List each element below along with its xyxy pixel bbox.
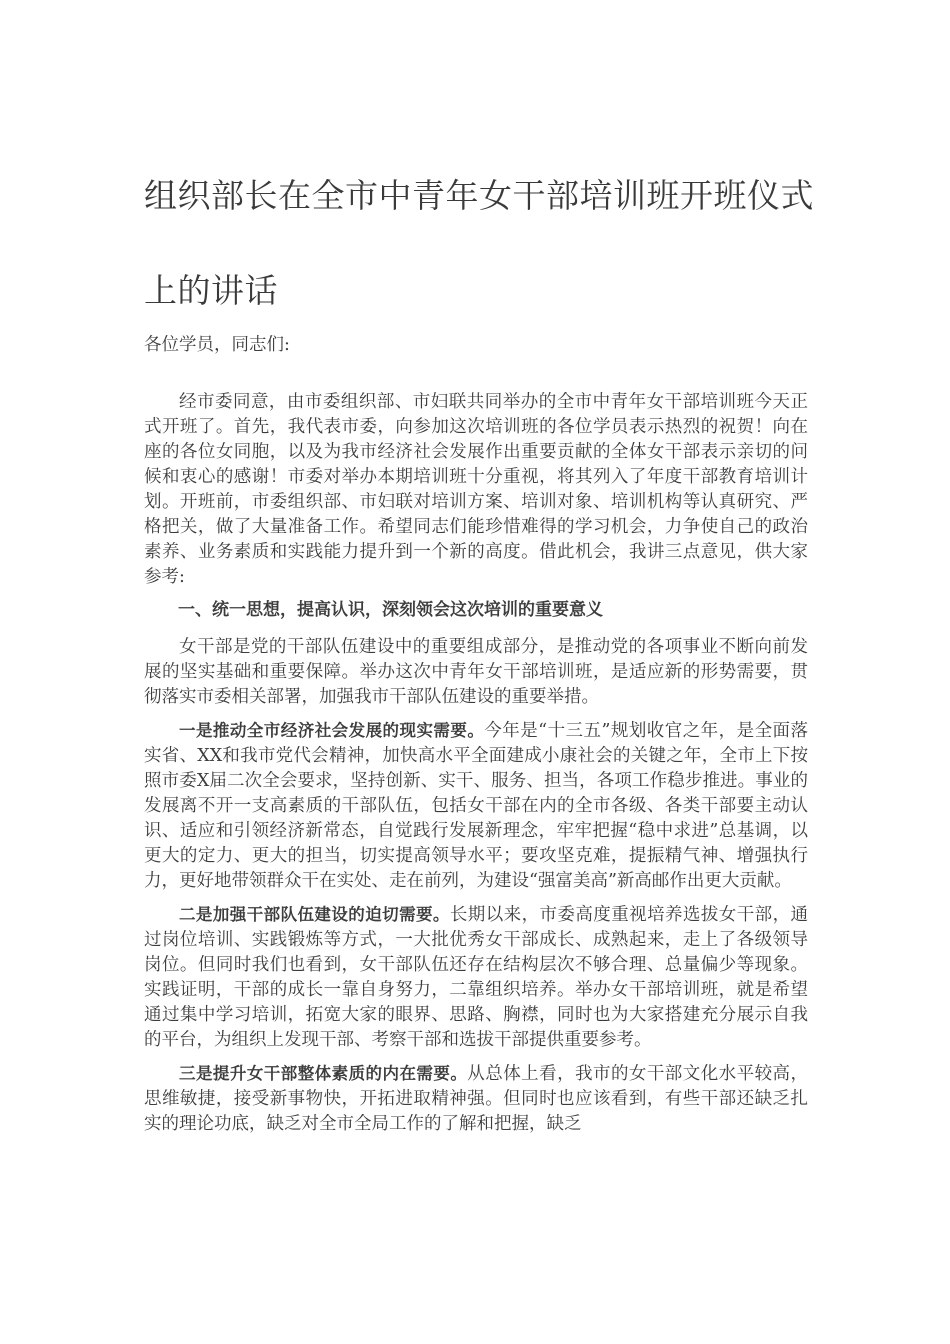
- document-body: [144, 333, 808, 1145]
- paragraph-text: 经市委同意，由市委组织部、市妇联共同举办的全市中青年女干部培训班今天正式开班了。首先，我代表市委，向参加这次培训班的各位学员表示热烈的祝贺！向在座的各位女同胞，以及为我市经济社会发展作出重要贡献的全体女干部表示亲切的问候和衷心的感谢！市委对举办本期培训班十分重视，将其列入了年度干部教育培训计划。开班前，市委组织部、市妇联对培训方案、培训对象、培训机构等认真研究、严格把关，做了大量准备工作。希望同志们能珍惜难得的学习机会，力争使自己的政治素养、业务素质和实践能力提升到一个新的高度。借此机会，我讲三点意见，供大家参考:: [144, 392, 808, 587]
- paragraph-text: 从总体上看，我市的女干部文化水平较高，思维敏捷，接受新事物快，开拓进取精神强。但同时也应该看到，有些干部还缺乏扎实的理论功底，缺乏对全市全局工作的了解和把握，缺乏: [144, 1064, 809, 1134]
- paragraph-text: 今年是“十三五”规划收官之年，是全面落实省、XX和我市党代会精神，加快高水平全面建成小康社会的关键之年，全市上下按照市委X届二次全会要求，坚持创新、实干、服务、担当，各项工作稳步推进。事业的发展离不开一支高素质的干部队伍，包括女干部在内的全市各级、各类干部要主动认识、适应和引领经济新常态，自觉践行发展新理念，牢牢把握“稳中求进”总基调，以更大的定力、更大的担当，切实提高领导水平；要攻坚克难，提振精气神、增强执行力，更好地带领群众干在实处、走在前列，为建设“强富美高”新高邮作出更大贡献。: [144, 721, 808, 891]
- paragraph-lead: 二是加强干部队伍建设的迫切需要。: [179, 905, 450, 924]
- paragraph-text: 女干部是党的干部队伍建设中的重要组成部分，是推动党的各项事业不断向前发展的坚实基础和重要保障。举办这次中青年女干部培训班，是适应新的形势需要，贯彻落实市委相关部署，加强我市干部队伍建设的重要举措。: [144, 637, 808, 707]
- paragraph-point-2: [144, 902, 808, 1053]
- paragraph-point-3: [144, 1061, 808, 1137]
- paragraph-section-intro: [144, 635, 808, 710]
- paragraph-text: 长期以来，市委高度重视培养选拔女干部，通过岗位培训、实践锻炼等方式，一大批优秀女干部成长、成熟起来，走上了各级领导岗位。但同时我们也看到，女干部队伍还存在结构层次不够合理、总量偏少等现象。实践证明，干部的成长一靠自身努力，二靠组织培养。举办女干部培训班，就是希望通过集中学习培训，拓宽大家的眼界、思路、胸襟，同时也为大家搭建充分展示自我的平台，为组织上发现干部、考察干部和选拔干部提供重要参考。: [144, 905, 809, 1050]
- section-heading-1: 一、统一思想，提高认识，深刻领会这次培训的重要意义: [178, 600, 603, 620]
- paragraph-opening: [144, 390, 808, 590]
- paragraph-lead: 三是提升女干部整体素质的内在需要。: [179, 1064, 468, 1083]
- salutation: 各位学员，同志们:: [144, 335, 290, 355]
- document-title: 组织部长在全市中青年女干部培训班开班仪式上的讲话: [144, 176, 814, 310]
- paragraph-lead: 一是推动全市经济社会发展的现实需要。: [179, 721, 485, 740]
- paragraph-point-1: [144, 718, 808, 894]
